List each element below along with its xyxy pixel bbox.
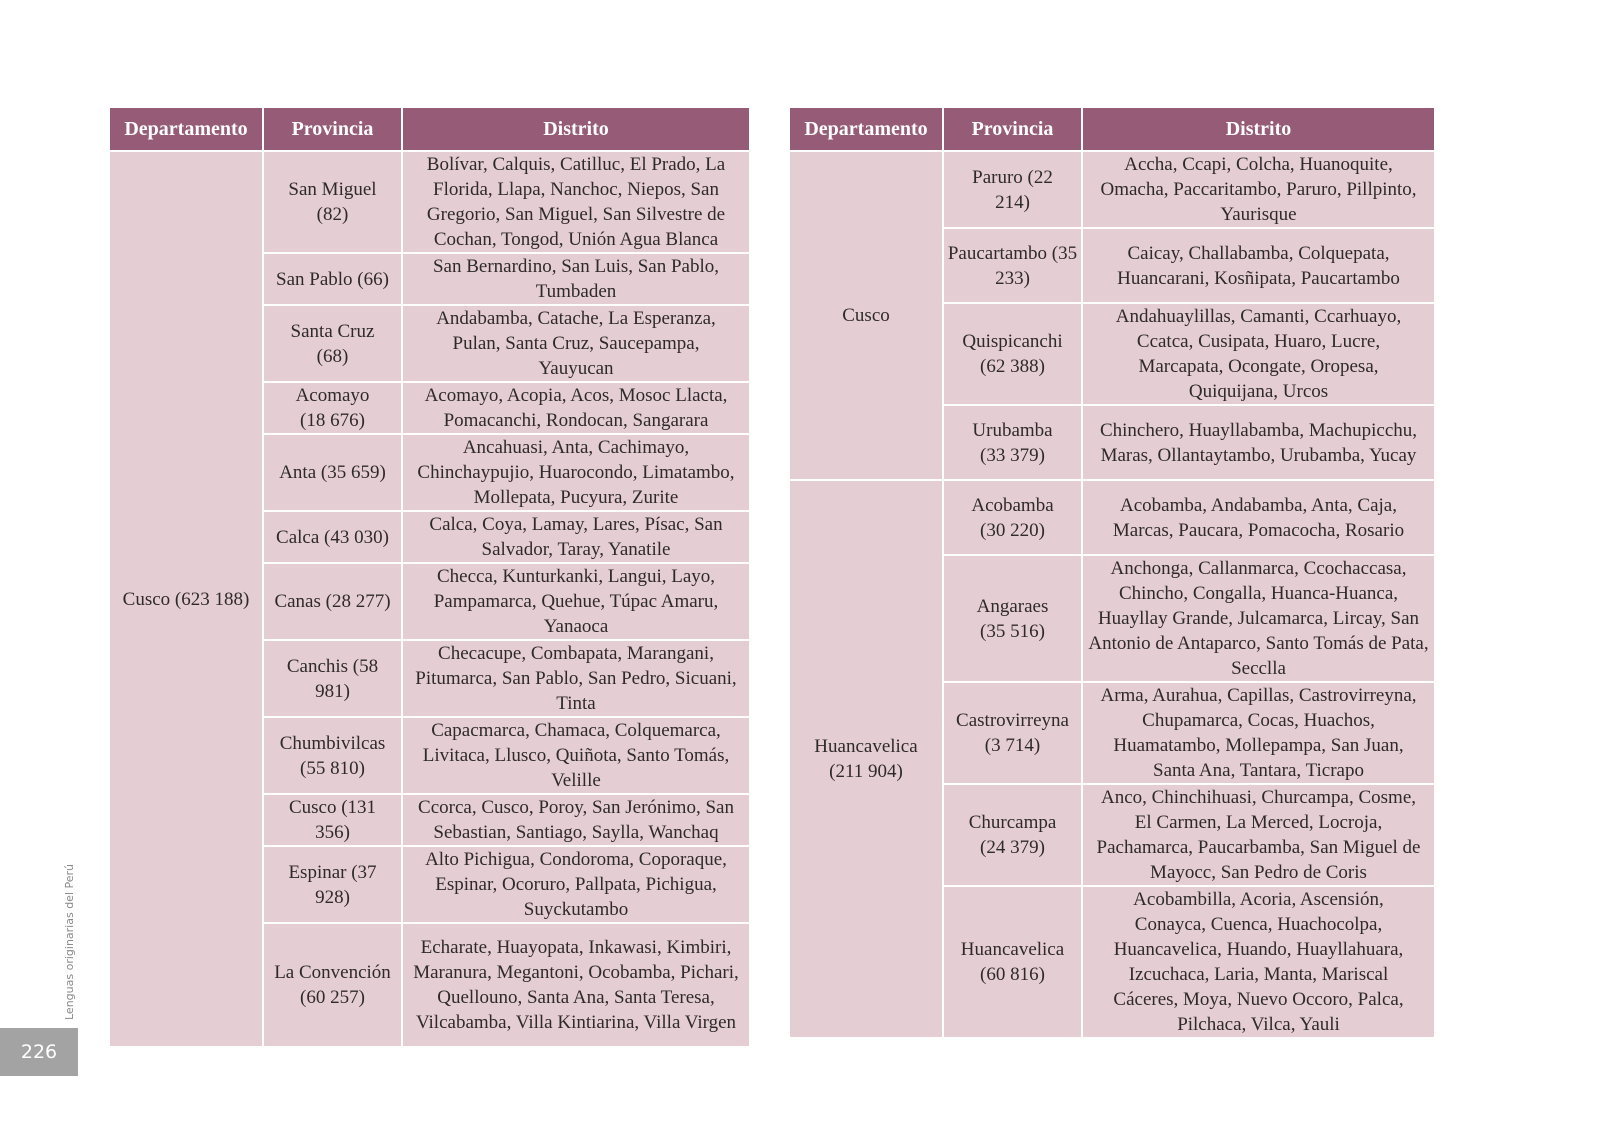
distrito-cell: Ancahuasi, Anta, Cachimayo, Chinchaypujio, Huarocondo, Limatambo, Mollepata, Pucyura, Zurite <box>403 435 749 512</box>
header-provincia: Provincia <box>264 108 401 152</box>
provincia-cell: Santa Cruz (68) <box>264 306 401 383</box>
book-title-label: Lenguas originarias del Perú <box>63 863 76 1020</box>
provincia-cell: Angaraes (35 516) <box>944 556 1081 683</box>
distrito-cell: Acobambilla, Acoria, Ascensión, Conayca, Cuenca, Huachocolpa, Huancavelica, Huando, Huayllahuara, Izcuchaca, Laria, Manta, Mariscal Cáceres, Moya, Nuevo Occoro, Palca, Pilchaca, Vilca, Yauli <box>1083 887 1434 1039</box>
distrito-cell: Acobamba, Andabamba, Anta, Caja, Marcas, Paucara, Pomacocha, Rosario <box>1083 481 1434 556</box>
header-departamento: Departamento <box>110 108 262 152</box>
table-header-row <box>790 108 1434 152</box>
distrito-cell: Alto Pichigua, Condoroma, Coporaque, Espinar, Ocoruro, Pallpata, Pichigua, Suyckutambo <box>403 847 749 924</box>
distrito-cell: Checacupe, Combapata, Marangani, Pitumarca, San Pablo, San Pedro, Sicuani, Tinta <box>403 641 749 718</box>
header-provincia: Provincia <box>944 108 1081 152</box>
provincia-cell: Cusco (131 356) <box>264 795 401 847</box>
provincia-cell: Quispicanchi (62 388) <box>944 304 1081 406</box>
distrito-cell: Echarate, Huayopata, Inkawasi, Kimbiri, Maranura, Megantoni, Ocobamba, Pichari, Quellouno, Santa Ana, Santa Teresa, Vilcabamba, Villa Kintiarina, Villa Virgen <box>403 924 749 1048</box>
distrito-cell: Calca, Coya, Lamay, Lares, Písac, San Salvador, Taray, Yanatile <box>403 512 749 564</box>
distrito-cell: Capacmarca, Chamaca, Colquemarca, Livitaca, Llusco, Quiñota, Santo Tomás, Velille <box>403 718 749 795</box>
header-departamento: Departamento <box>790 108 942 152</box>
header-distrito: Distrito <box>403 108 749 152</box>
provincia-cell: Espinar (37 928) <box>264 847 401 924</box>
distrito-cell: Acomayo, Acopia, Acos, Mosoc Llacta, Pomacanchi, Rondocan, Sangarara <box>403 383 749 435</box>
table-row <box>790 152 1434 229</box>
provincia-cell: Acomayo (18 676) <box>264 383 401 435</box>
distrito-cell: Andabamba, Catache, La Esperanza, Pulan, Santa Cruz, Saucepampa, Yauyucan <box>403 306 749 383</box>
provincia-cell: San Pablo (66) <box>264 254 401 306</box>
distrito-cell: Accha, Ccapi, Colcha, Huanoquite, Omacha, Paccaritambo, Paruro, Pillpinto, Yaurisque <box>1083 152 1434 229</box>
provincia-cell: Paucartambo (35 233) <box>944 229 1081 304</box>
departamento-cell: Huancavelica (211 904) <box>790 481 942 1039</box>
table-row <box>790 481 1434 556</box>
page-number: 226 <box>0 1028 78 1076</box>
table-row <box>110 152 749 254</box>
provincia-cell: Paruro (22 214) <box>944 152 1081 229</box>
departamento-cell: Cusco (623 188) <box>110 152 262 1048</box>
provincia-cell: Canchis (58 981) <box>264 641 401 718</box>
provincia-cell: Calca (43 030) <box>264 512 401 564</box>
distrito-cell: Chinchero, Huayllabamba, Machupicchu, Maras, Ollantaytambo, Urubamba, Yucay <box>1083 406 1434 481</box>
distrito-cell: San Bernardino, San Luis, San Pablo, Tumbaden <box>403 254 749 306</box>
table-header-row <box>110 108 749 152</box>
provincia-cell: Chumbivilcas (55 810) <box>264 718 401 795</box>
header-distrito: Distrito <box>1083 108 1434 152</box>
distrito-cell: Caicay, Challabamba, Colquepata, Huancarani, Kosñipata, Paucartambo <box>1083 229 1434 304</box>
provincia-cell: Anta (35 659) <box>264 435 401 512</box>
table-right <box>788 108 1436 1039</box>
distrito-cell: Anco, Chinchihuasi, Churcampa, Cosme, El Carmen, La Merced, Locroja, Pachamarca, Paucarbamba, San Miguel de Mayocc, San Pedro de Coris <box>1083 785 1434 887</box>
distrito-cell: Ccorca, Cusco, Poroy, San Jerónimo, San Sebastian, Santiago, Saylla, Wanchaq <box>403 795 749 847</box>
provincia-cell: Canas (28 277) <box>264 564 401 641</box>
distrito-cell: Andahuaylillas, Camanti, Ccarhuayo, Ccatca, Cusipata, Huaro, Lucre, Marcapata, Ocongate, Oropesa, Quiquijana, Urcos <box>1083 304 1434 406</box>
provincia-cell: Acobamba (30 220) <box>944 481 1081 556</box>
provincia-cell: Huancavelica (60 816) <box>944 887 1081 1039</box>
distrito-cell: Checca, Kunturkanki, Langui, Layo, Pampamarca, Quehue, Túpac Amaru, Yanaoca <box>403 564 749 641</box>
provincia-cell: Urubamba (33 379) <box>944 406 1081 481</box>
departamento-cell: Cusco <box>790 152 942 481</box>
distrito-cell: Arma, Aurahua, Capillas, Castrovirreyna, Chupamarca, Cocas, Huachos, Huamatambo, Mollepampa, San Juan, Santa Ana, Tantara, Ticrapo <box>1083 683 1434 785</box>
provincia-cell: Churcampa (24 379) <box>944 785 1081 887</box>
distrito-cell: Anchonga, Callanmarca, Ccochaccasa, Chincho, Congalla, Huanca-Huanca, Huayllay Grande, Julcamarca, Lircay, San Antonio de Antaparco, Santo Tomás de Pata, Secclla <box>1083 556 1434 683</box>
distrito-cell: Bolívar, Calquis, Catilluc, El Prado, La Florida, Llapa, Nanchoc, Niepos, San Gregorio, San Miguel, San Silvestre de Cochan, Tongod, Unión Agua Blanca <box>403 152 749 254</box>
table-left <box>108 108 751 1048</box>
provincia-cell: Castrovirreyna (3 714) <box>944 683 1081 785</box>
provincia-cell: San Miguel (82) <box>264 152 401 254</box>
provincia-cell: La Convención (60 257) <box>264 924 401 1048</box>
